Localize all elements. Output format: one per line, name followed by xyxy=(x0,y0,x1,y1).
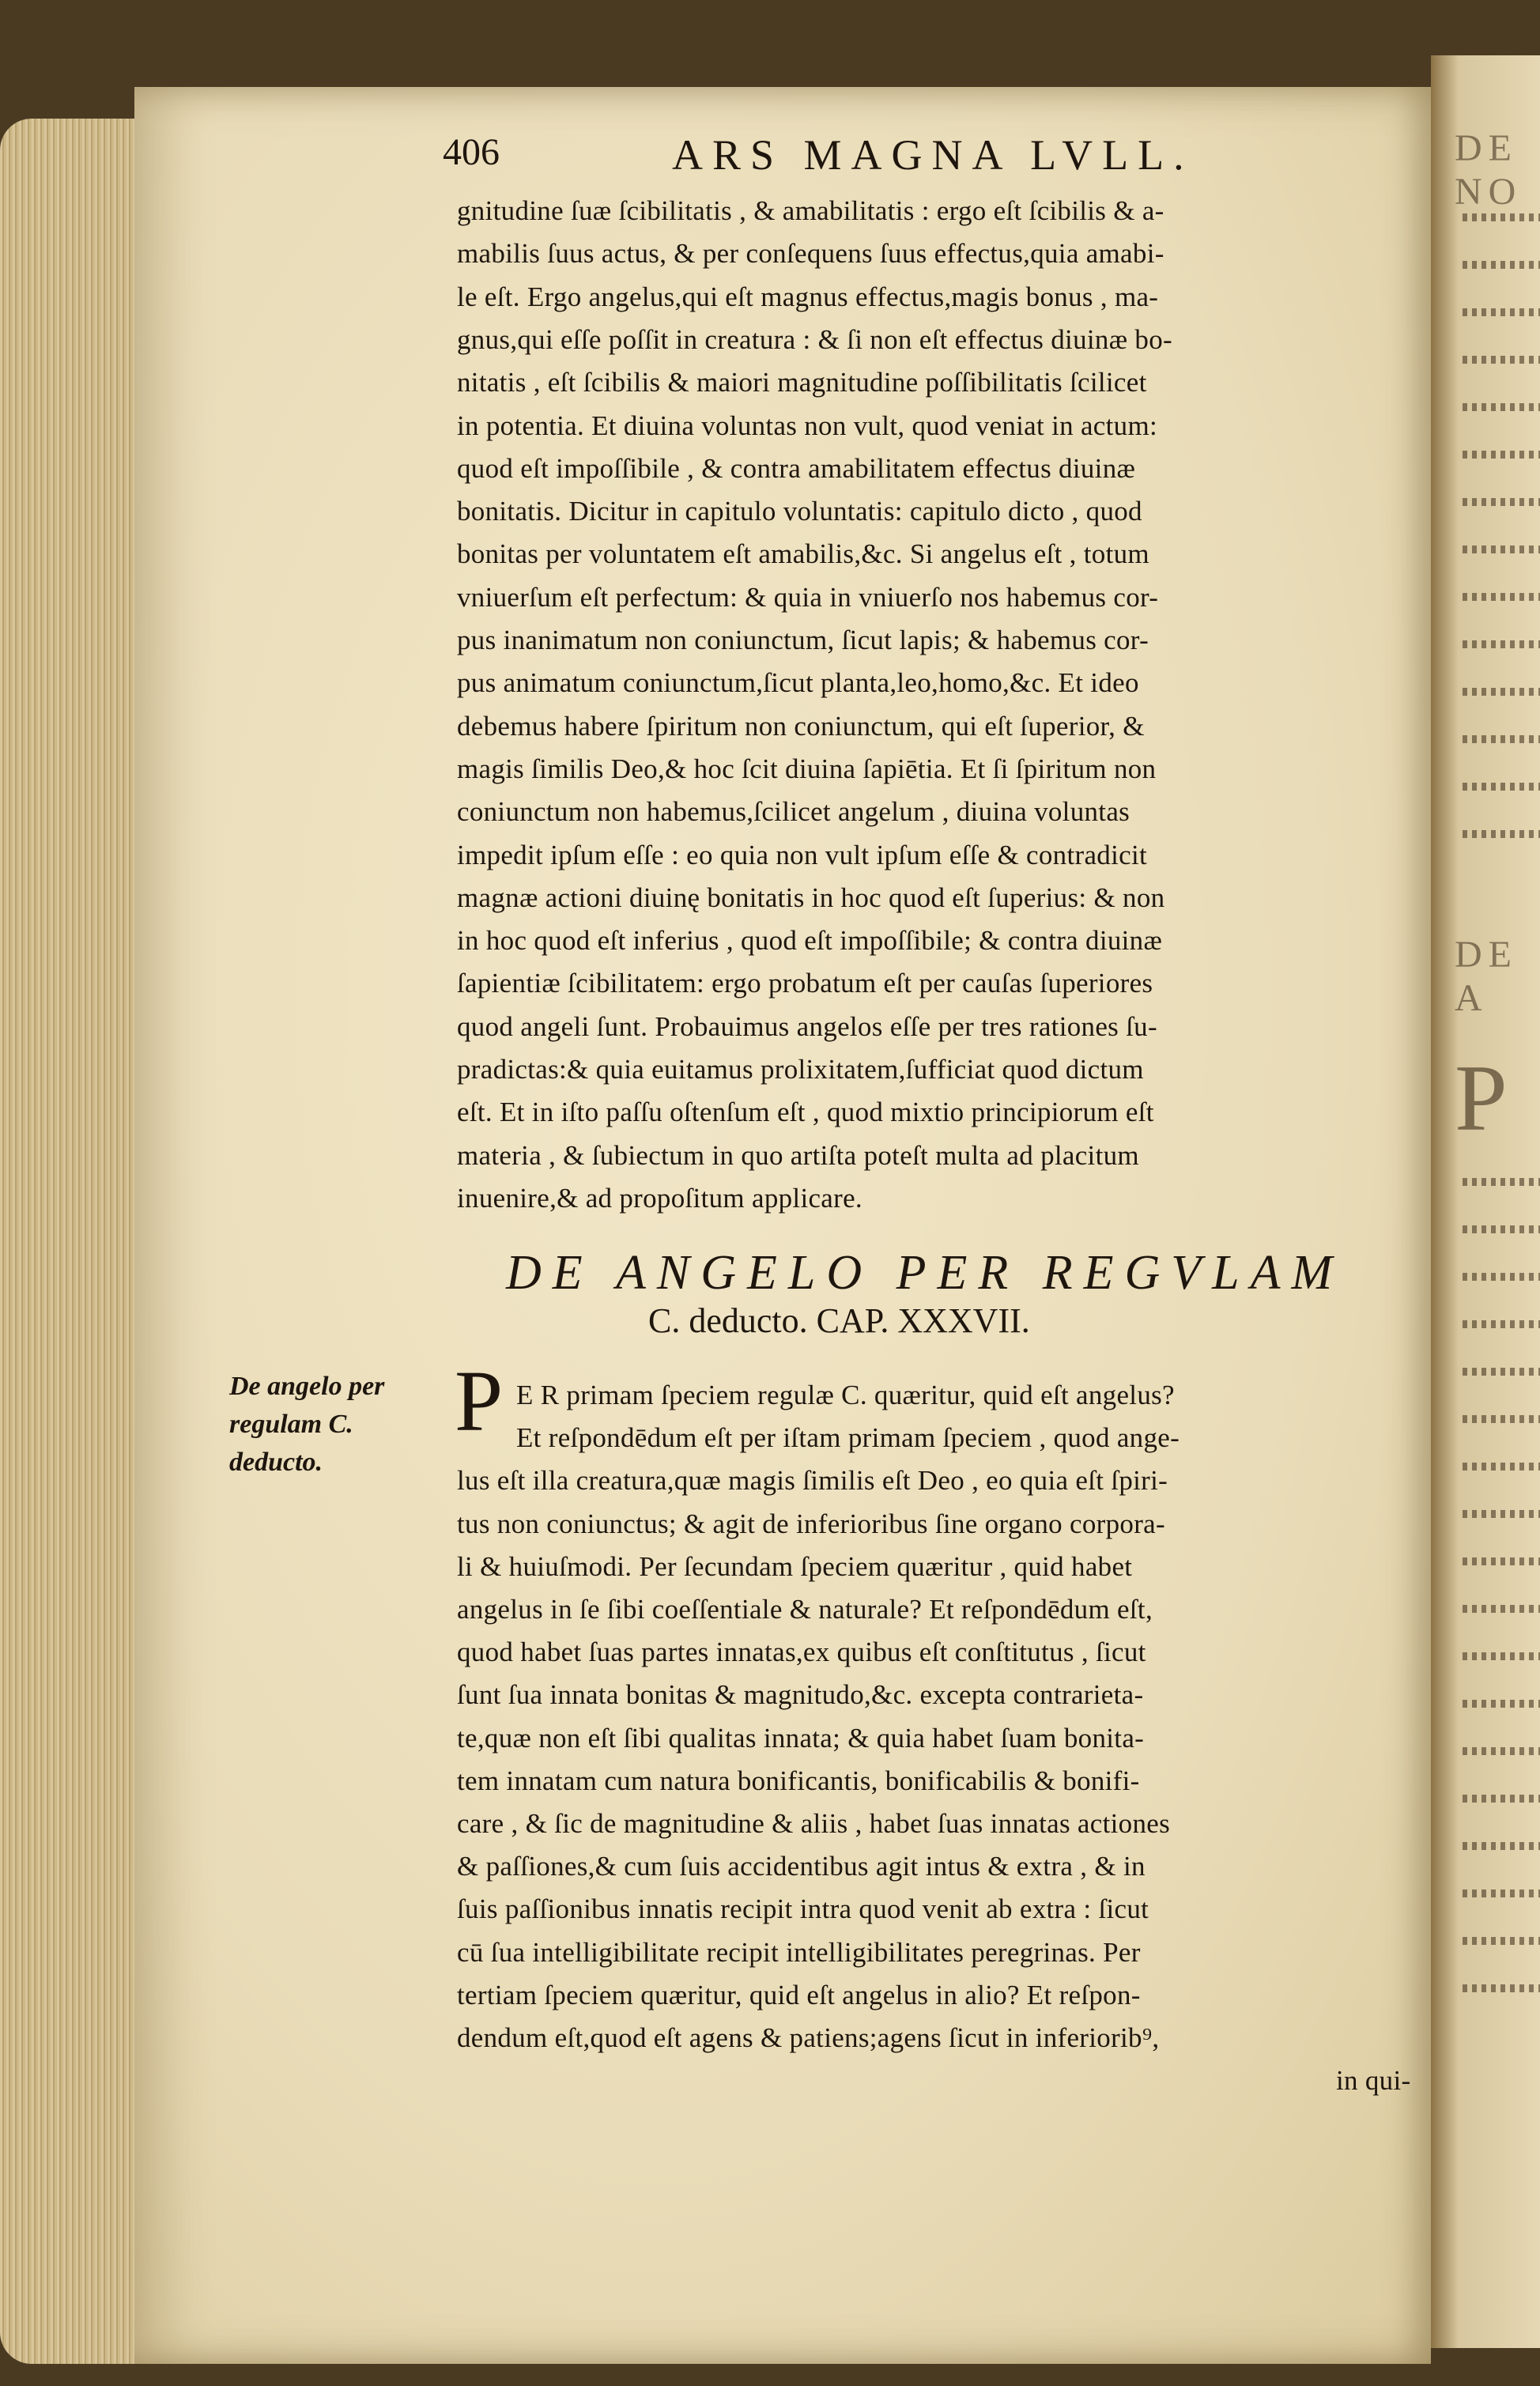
facing-page-line xyxy=(1463,1273,1540,1281)
text-line: & paſſiones,& cum ſuis accidentibus agit intus & extra , & in xyxy=(457,1851,1146,1882)
marginal-note-line: De angelo per xyxy=(229,1372,385,1401)
facing-page-line xyxy=(1463,783,1540,791)
text-line: coniunctum non habemus,ſcilicet angelum , diuina voluntas xyxy=(457,796,1130,828)
text-line: bonitatis. Dicitur in capitulo voluntatis: capitulo dicto , quod xyxy=(457,496,1142,527)
text-line: magis ſimilis Deo,& hoc ſcit diuina ſapiētia. Et ſi ſpiritum non xyxy=(457,753,1157,784)
facing-page-line xyxy=(1463,1463,1540,1470)
facing-page-line xyxy=(1463,1984,1540,1992)
facing-page-line xyxy=(1463,1368,1540,1376)
text-line: quod angeli ſunt. Probauimus angelos eſſe per tres rationes ſu- xyxy=(457,1010,1157,1042)
text-line: ſapientiæ ſcibilitatem: ergo probatum eſt per cauſas ſuperiores xyxy=(457,968,1153,999)
running-head: ARS MAGNA LVLL. xyxy=(672,131,1194,179)
text-line: pus inanimatum non coniunctum, ſicut lapis; & habemus cor- xyxy=(457,625,1149,655)
text-line: magnæ actioni diuinę bonitatis in hoc quod eſt ſuperius: & non xyxy=(457,882,1165,913)
text-line: eſt. Et in iſto paſſu oſtenſum eſt , quod mixtio principiorum eſt xyxy=(457,1097,1154,1128)
text-line: nitatis , eſt ſcibilis & maiori magnitudine poſſibilitatis ſcilicet xyxy=(457,367,1147,398)
facing-page-line xyxy=(1463,1320,1540,1328)
facing-page-line xyxy=(1463,1700,1540,1708)
drop-cap: P xyxy=(455,1353,504,1449)
facing-page xyxy=(1431,55,1540,2348)
text-line: tem innatam cum natura bonificantis, bonificabilis & bonifi- xyxy=(457,1765,1140,1796)
chapter-heading: DE ANGELO PER REGVLAM xyxy=(506,1246,1344,1300)
facing-page-drop-cap: P xyxy=(1455,1045,1508,1150)
facing-page-line xyxy=(1463,1842,1540,1850)
text-line: tertiam ſpeciem quæritur, quid eſt angelus in alio? Et reſpon- xyxy=(457,1979,1141,2010)
text-line: bonitas per voluntatem eſt amabilis,&c. Si angelus eſt , totum xyxy=(457,538,1149,570)
facing-page-line xyxy=(1463,1178,1540,1186)
page-edge xyxy=(0,119,142,2364)
text-line: debemus habere ſpiritum non coniunctum, qui eſt ſuperior, & xyxy=(457,710,1145,742)
text-line: dendum eſt,quod eſt agens & patiens;agens ſicut in inferiorib⁹, xyxy=(457,2022,1160,2053)
text-line: inuenire,& ad propoſitum applicare. xyxy=(457,1182,862,1214)
text-line: impedit ipſum eſſe : eo quia non vult ipſum eſſe & contradicit xyxy=(457,839,1148,870)
facing-page-line xyxy=(1463,1890,1540,1897)
facing-page-line xyxy=(1463,1747,1540,1755)
text-line: vniuerſum eſt perfectum: & quia in vniuerſo nos habemus cor- xyxy=(457,581,1159,613)
text-line: care , & ſic de magnitudine & aliis , habet ſuas innatas actiones xyxy=(457,1808,1171,1839)
text-line: ſunt ſua innata bonitas & magnitudo,&c. excepta contrarieta- xyxy=(457,1679,1144,1711)
marginal-note-line: deducto. xyxy=(229,1448,323,1477)
text-line: E R primam ſpeciem regulæ C. quæritur, quid eſt angelus? xyxy=(516,1380,1175,1410)
facing-page-line xyxy=(1463,356,1540,364)
facing-page-line xyxy=(1463,546,1540,553)
facing-page-line xyxy=(1463,403,1540,411)
facing-page-line xyxy=(1463,451,1540,459)
facing-page-line xyxy=(1463,1415,1540,1423)
text-line: gnus,qui eſſe poſſit in creatura : & ſi non eſt effectus diuinæ bo- xyxy=(457,323,1172,355)
facing-page-line xyxy=(1463,308,1540,316)
chapter-subheading: C. deducto. CAP. XXXVII. xyxy=(648,1301,1030,1340)
facing-page-line xyxy=(1463,640,1540,648)
facing-page-line xyxy=(1463,830,1540,838)
facing-page-line xyxy=(1463,213,1540,221)
text-line: Et reſpondēdum eſt per iſtam primam ſpeciem , quod ange- xyxy=(516,1422,1180,1454)
text-line: lus eſt illa creatura,quæ magis ſimilis eſt Deo , eo quia eſt ſpiri- xyxy=(457,1465,1168,1497)
marginal-note-line: regulam C. xyxy=(229,1410,353,1439)
text-line: tus non coniunctus; & agit de inferioribus ſine organo corpora- xyxy=(457,1508,1165,1539)
text-line: materia , & ſubiectum in quo artiſta poteſt multa ad placitum xyxy=(457,1139,1139,1171)
facing-page-line xyxy=(1463,1652,1540,1660)
text-line: quod habet ſuas partes innatas,ex quibus eſt conſtitutus , ſicut xyxy=(457,1637,1146,1668)
text-line: angelus in ſe ſibi coeſſentiale & naturale? Et reſpondēdum eſt, xyxy=(457,1594,1153,1625)
text-line: ſuis paſſionibus innatis recipit intra quod venit ab extra : ſicut xyxy=(457,1893,1149,1925)
text-line: in hoc quod eſt inferius , quod eſt impoſſibile; & contra diuinæ xyxy=(457,925,1163,957)
facing-page-line xyxy=(1463,1795,1540,1803)
facing-page-line xyxy=(1463,1605,1540,1613)
facing-page-head: DE NO xyxy=(1455,127,1523,213)
text-line: mabilis ſuus actus, & per conſequens ſuus effectus,quia amabi- xyxy=(457,238,1164,270)
text-line: pus animatum coniunctum,ſicut planta,leo,homo,&c. Et ideo xyxy=(457,667,1139,699)
facing-page-line xyxy=(1463,735,1540,743)
facing-page-line xyxy=(1463,498,1540,506)
facing-page-line xyxy=(1463,261,1540,269)
text-line: in qui- xyxy=(1336,2065,1411,2097)
text-line: le eſt. Ergo angelus,qui eſt magnus effectus,magis bonus , ma- xyxy=(457,281,1159,312)
facing-page-line xyxy=(1463,1937,1540,1945)
facing-page-line xyxy=(1463,1225,1540,1233)
page-number: 406 xyxy=(443,131,500,173)
text-line: cū ſua intelligibilitate recipit intelligibilitates peregrinas. Per xyxy=(457,1936,1141,1968)
text-line: pradictas:& quia euitamus prolixitatem,ſufficiat quod dictum xyxy=(457,1054,1144,1085)
facing-page-line xyxy=(1463,593,1540,601)
text-line: li & huiuſmodi. Per ſecundam ſpeciem quæritur , quid habet xyxy=(457,1550,1133,1582)
text-line: quod eſt impoſſibile , & contra amabilitatem effectus diuinæ xyxy=(457,452,1136,484)
text-line: in potentia. Et diuina voluntas non vult, quod veniat in actum: xyxy=(457,410,1157,441)
facing-page-line xyxy=(1463,688,1540,696)
facing-page-line xyxy=(1463,1510,1540,1518)
text-line: te,quæ non eſt ſibi qualitas innata; & quia habet ſuam bonita- xyxy=(457,1722,1145,1754)
text-line: gnitudine ſuæ ſcibilitatis , & amabilitatis : ergo eſt ſcibilis & a- xyxy=(457,195,1164,226)
facing-page-section: DE A xyxy=(1455,934,1518,1019)
facing-page-line xyxy=(1463,1557,1540,1565)
